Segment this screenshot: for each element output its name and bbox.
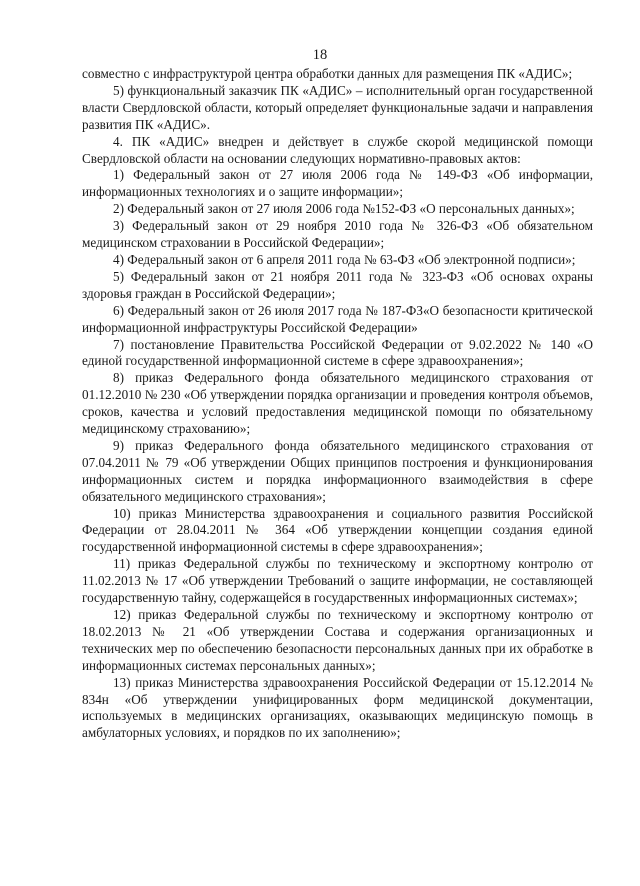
paragraph: 3) Федеральный закон от 29 ноября 2010 года № 326-ФЗ «Об обязательном медицинском страховании в Российской Федерации»; [82, 218, 593, 251]
paragraph: 13) приказ Министерства здравоохранения Российской Федерации от 15.12.2014 № 834н «Об утверждении унифицированных форм медицинской документации, используемых в медицинских организациях, оказывающих медицинскую помощь в амбулаторных условиях, и порядков по их заполнению»; [82, 674, 593, 741]
paragraph: 4. ПК «АДИС» внедрен и действует в службе скорой медицинской помощи Свердловской области на основании следующих нормативно-правовых актов: [82, 133, 593, 166]
paragraph: 2) Федеральный закон от 27 июля 2006 года №152-ФЗ «О персональных данных»; [113, 201, 575, 217]
paragraph: 8) приказ Федерального фонда обязательного медицинского страхования от 01.12.2010 № 230 «Об утверждении порядка организации и проведения контроля объемов, сроков, качества и условий предоставления медицинской помощи по обязательному медицинскому страхованию»; [82, 370, 593, 437]
document-body [82, 66, 593, 742]
paragraph: 4) Федеральный закон от 6 апреля 2011 года № 63-ФЗ «Об электронной подписи»; [113, 251, 576, 267]
paragraph: 6) Федеральный закон от 26 июля 2017 года № 187-ФЗ«О безопасности критической информационной инфраструктуры Российской Федерации» [82, 302, 593, 335]
paragraph: 5) функциональный заказчик ПК «АДИС» – исполнительный орган государственной власти Свердловской области, который определяет функциональные задачи и направления развития ПК «АДИС». [82, 82, 593, 132]
paragraph: 10) приказ Министерства здравоохранения и социального развития Российской Федерации от 28.04.2011 № 364 «Об утверждении концепции создания единой государственной информационной системы в сфере здравоохранения»; [82, 505, 593, 555]
page-number: 18 [312, 47, 328, 63]
paragraph: 1) Федеральный закон от 27 июля 2006 года № 149-ФЗ «Об информации, информационных технологиях и о защите информации»; [82, 167, 593, 200]
paragraph: 9) приказ Федерального фонда обязательного медицинского страхования от 07.04.2011 № 79 «Об утверждении Общих принципов построения и функционирования информационных систем и порядка информационного взаимодействия в сфере обязательного медицинского страхования»; [82, 437, 593, 504]
paragraph: совместно с инфраструктурой центра обработки данных для размещения ПК «АДИС»; [82, 66, 573, 81]
paragraph: 11) приказ Федеральной службы по техническому и экспортному контролю от 11.02.2013 № 17 «Об утверждении Требований о защите информации, не составляющей государственную тайну, содержащейся в государственных информационных системах»; [82, 556, 593, 606]
paragraph: 7) постановление Правительства Российской Федерации от 9.02.2022 № 140 «О единой государственной информационной системе в сфере здравоохранения»; [82, 336, 593, 369]
paragraph: 12) приказ Федеральной службы по техническому и экспортному контролю от 18.02.2013 № 21 «Об утверждении Состава и содержания организационных и технических мер по обеспечению безопасности персональных данных при их обработке в информационных системах персональных данных»; [82, 607, 593, 673]
paragraph: 5) Федеральный закон от 21 ноября 2011 года № 323-ФЗ «Об основах охраны здоровья граждан в Российской Федерации»; [82, 268, 593, 301]
